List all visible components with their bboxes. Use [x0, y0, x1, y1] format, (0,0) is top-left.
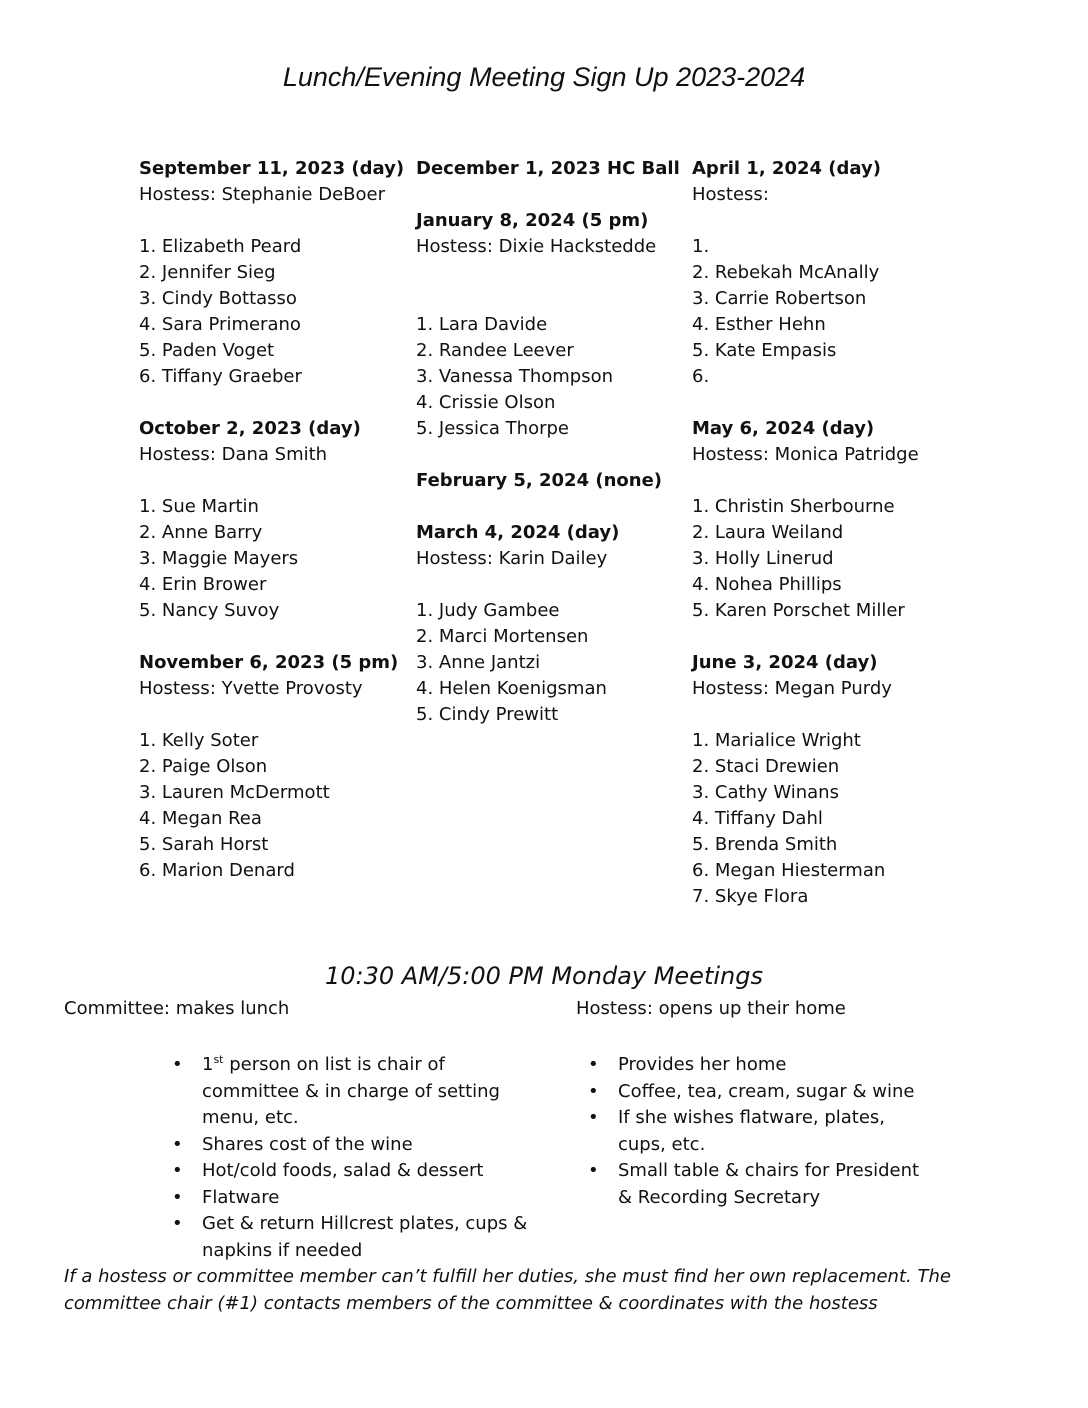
list-item: 5. Nancy Suvoy	[139, 600, 280, 621]
list-item: 3. Lauren McDermott	[139, 782, 330, 803]
list-item: 1. Elizabeth Peard	[139, 236, 302, 257]
meeting-section	[139, 416, 409, 624]
list-item: 3. Holly Linerud	[692, 548, 834, 569]
meeting-date: September 11, 2023 (day)	[139, 158, 405, 179]
list-item: 3. Vanessa Thompson	[416, 366, 614, 387]
meeting-section	[139, 650, 409, 884]
hostess-name: Hostess: Megan Purdy	[692, 678, 892, 699]
meeting-section	[692, 650, 992, 910]
member-list	[692, 234, 992, 390]
list-item	[416, 286, 686, 312]
bullet-icon: •	[588, 1160, 599, 1181]
ordinal-number: 1	[202, 1054, 214, 1075]
list-item: 4. Esther Hehn	[692, 314, 826, 335]
list-item: 5. Kate Empasis	[692, 340, 837, 361]
list-item: 5. Brenda Smith	[692, 834, 838, 855]
bullet-icon: •	[172, 1160, 183, 1181]
list-item: 2. Paige Olson	[139, 756, 268, 777]
meeting-date: March 4, 2024 (day)	[416, 522, 620, 543]
list-item: 3. Anne Jantzi	[416, 652, 541, 673]
list-item: 1. Sue Martin	[139, 496, 259, 517]
item-text: Hot/cold foods, salad & dessert	[202, 1160, 484, 1181]
hostess-duties-label: Hostess: opens up their home	[576, 998, 846, 1019]
meetings-heading: 10:30 AM/5:00 PM Monday Meetings	[325, 962, 763, 990]
list-item	[172, 1132, 542, 1159]
hostess-name: Hostess: Monica Patridge	[692, 444, 919, 465]
list-item: 3. Cindy Bottasso	[139, 288, 297, 309]
list-item	[588, 1158, 938, 1211]
list-item: 2. Jennifer Sieg	[139, 262, 276, 283]
list-item	[588, 1105, 938, 1158]
member-list	[139, 234, 409, 390]
item-text: If she wishes flatware, plates, cups, etc.	[618, 1107, 886, 1155]
item-text: person on list is chair of committee & in charge of setting menu, etc.	[202, 1054, 500, 1128]
schedule-column-1	[139, 156, 409, 910]
meeting-section	[692, 416, 992, 624]
list-item: 4. Helen Koenigsman	[416, 678, 607, 699]
list-item: 2. Marci Mortensen	[416, 626, 589, 647]
meeting-section	[692, 156, 992, 390]
list-item: 2. Randee Leever	[416, 340, 574, 361]
list-item: 2. Staci Drewien	[692, 756, 840, 777]
list-item: 4. Tiffany Dahl	[692, 808, 823, 829]
schedule-column-3	[692, 156, 992, 936]
list-item: 7. Skye Flora	[692, 886, 809, 907]
ordinal-suffix: st	[213, 1053, 224, 1066]
item-text: Shares cost of the wine	[202, 1133, 413, 1155]
list-item: 4. Megan Rea	[139, 808, 262, 829]
schedule-column-2	[416, 156, 686, 754]
list-item: 2. Rebekah McAnally	[692, 262, 880, 283]
list-item	[172, 1052, 542, 1132]
hostess-duties-list	[588, 1052, 938, 1211]
member-list	[139, 728, 409, 884]
list-item: 6. Megan Hiesterman	[692, 860, 886, 881]
list-item: 6.	[692, 366, 710, 387]
list-item: 3. Maggie Mayers	[139, 548, 299, 569]
list-item: 6. Marion Denard	[139, 860, 295, 881]
member-list	[692, 728, 992, 910]
list-item: 4. Sara Primerano	[139, 314, 301, 335]
hostess-name: Hostess:	[692, 184, 769, 205]
meeting-date: June 3, 2024 (day)	[692, 652, 878, 673]
list-item	[172, 1158, 542, 1185]
bullet-icon: •	[172, 1186, 183, 1208]
list-item: 5. Karen Porschet Miller	[692, 600, 905, 621]
item-text: Provides her home	[618, 1054, 787, 1075]
meeting-date: April 1, 2024 (day)	[692, 158, 881, 179]
bullet-icon: •	[588, 1054, 599, 1075]
list-item	[588, 1052, 938, 1079]
bullet-icon: •	[172, 1213, 183, 1234]
meeting-date: October 2, 2023 (day)	[139, 418, 361, 439]
meeting-section	[416, 520, 686, 728]
list-item: 5. Cindy Prewitt	[416, 704, 559, 725]
bullet-icon: •	[588, 1107, 599, 1128]
item-text: Small table & chairs for President & Recording Secretary	[618, 1160, 920, 1208]
committee-label: Committee: makes lunch	[64, 998, 290, 1019]
committee-duties-list	[172, 1052, 542, 1264]
hostess-name: Hostess: Stephanie DeBoer	[139, 184, 385, 205]
list-item: 2. Anne Barry	[139, 522, 263, 543]
member-list	[416, 286, 686, 442]
meeting-date: December 1, 2023 HC Ball	[416, 158, 680, 179]
list-item: 5. Sarah Horst	[139, 834, 269, 855]
list-item	[172, 1211, 542, 1264]
hostess-name: Hostess: Yvette Provosty	[139, 678, 363, 699]
list-item: 2. Laura Weiland	[692, 522, 844, 543]
meeting-section	[416, 468, 686, 494]
meeting-section	[139, 156, 409, 390]
bullet-icon: •	[172, 1133, 183, 1155]
member-list	[692, 494, 992, 624]
item-text: Flatware	[202, 1186, 280, 1208]
list-item: 4. Crissie Olson	[416, 392, 556, 413]
list-item: 1. Lara Davide	[416, 314, 548, 335]
meeting-date: February 5, 2024 (none)	[416, 470, 663, 491]
list-item: 1. Judy Gambee	[416, 600, 560, 621]
meeting-date: November 6, 2023 (5 pm)	[139, 652, 399, 673]
list-item: 3. Carrie Robertson	[692, 288, 867, 309]
list-item: 1. Kelly Soter	[139, 730, 259, 751]
list-item	[172, 1185, 542, 1212]
meeting-date: January 8, 2024 (5 pm)	[416, 210, 649, 231]
list-item: 3. Cathy Winans	[692, 782, 839, 803]
list-item: 1. Christin Sherbourne	[692, 496, 895, 517]
hostess-name: Hostess: Dixie Hackstedde	[416, 236, 657, 257]
list-item: 4. Nohea Phillips	[692, 574, 842, 595]
list-item: 1.	[692, 236, 710, 257]
bullet-icon: •	[172, 1054, 183, 1075]
hostess-name: Hostess: Karin Dailey	[416, 548, 608, 569]
member-list	[416, 598, 686, 728]
member-list	[139, 494, 409, 624]
replacement-note: If a hostess or committee member can’t fulfill her duties, she must find her own replacement. The committee chair (#1) contacts members of the committee & coordinates with the hostess	[64, 1266, 951, 1314]
item-text: Coffee, tea, cream, sugar & wine	[618, 1080, 915, 1102]
meeting-date: May 6, 2024 (day)	[692, 418, 875, 439]
meeting-section	[416, 156, 686, 182]
list-item: 5. Jessica Thorpe	[416, 418, 569, 439]
list-item	[588, 1079, 938, 1106]
list-item: 1. Marialice Wright	[692, 730, 861, 751]
list-item: 4. Erin Brower	[139, 574, 267, 595]
page-title: Lunch/Evening Meeting Sign Up 2023-2024	[282, 62, 806, 92]
list-item: 6. Tiffany Graeber	[139, 366, 302, 387]
bullet-icon: •	[588, 1080, 599, 1102]
hostess-name: Hostess: Dana Smith	[139, 444, 328, 465]
meeting-section	[416, 208, 686, 442]
list-item: 5. Paden Voget	[139, 340, 275, 361]
item-text: Get & return Hillcrest plates, cups & napkins if needed	[202, 1213, 528, 1261]
